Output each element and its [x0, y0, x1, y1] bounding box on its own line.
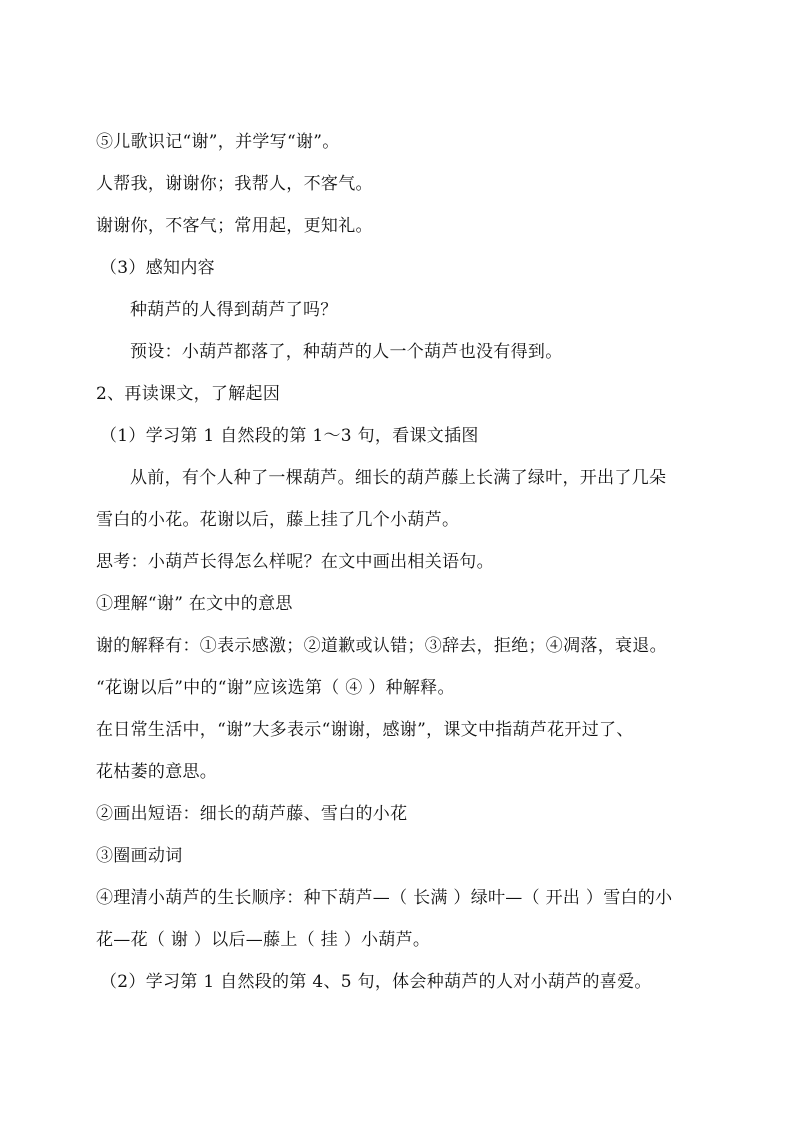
text-line-13: 谢的解释有：①表示感激；②道歉或认错；③辞去，拒绝；④凋落，衰退。	[96, 636, 667, 656]
text-line-4: （3）感知内容	[100, 258, 215, 278]
text-line-8: （1）学习第 1 自然段的第 1～3 句，看课文插图	[100, 426, 479, 446]
text-line-14: “花谢以后”中的“谢”应该选第（ ④ ）种解释。	[96, 678, 455, 698]
text-line-10: 雪白的小花。花谢以后，藤上挂了几个小葫芦。	[96, 510, 460, 530]
text-line-19: ④理清小葫芦的生长顺序：种下葫芦—（ 长满 ）绿叶—（ 开出 ）雪白的小	[96, 888, 673, 908]
text-line-17: ②画出短语：细长的葫芦藤、雪白的小花	[96, 804, 408, 824]
text-line-3: 谢谢你，不客气；常用起，更知礼。	[96, 216, 373, 236]
text-line-12: ①理解“谢” 在文中的意思	[96, 594, 293, 614]
text-line-2: 人帮我，谢谢你；我帮人，不客气。	[96, 174, 373, 194]
text-line-21: （2）学习第 1 自然段的第 4、5 句，体会种葫芦的人对小葫芦的喜爱。	[100, 972, 652, 992]
text-line-6: 预设：小葫芦都落了，种葫芦的人一个葫芦也没有得到。	[130, 342, 563, 362]
text-line-16: 花枯萎的意思。	[96, 762, 218, 782]
text-line-15: 在日常生活中，“谢”大多表示“谢谢，感谢”，课文中指葫芦花开过了、	[96, 720, 634, 740]
text-line-9: 从前，有个人种了一棵葫芦。细长的葫芦藤上长满了绿叶，开出了几朵	[130, 468, 667, 488]
text-line-1: ⑤儿歌识记“谢”，并学写“谢”。	[96, 132, 340, 152]
text-line-18: ③圈画动词	[96, 846, 183, 866]
text-line-5: 种葫芦的人得到葫芦了吗？	[130, 300, 338, 320]
text-line-7: 2、再读课文，了解起因	[96, 384, 281, 404]
text-line-20: 花—花（ 谢 ）以后—藤上（ 挂 ）小葫芦。	[96, 930, 431, 950]
text-line-11: 思考：小葫芦长得怎么样呢？在文中画出相关语句。	[96, 552, 494, 572]
